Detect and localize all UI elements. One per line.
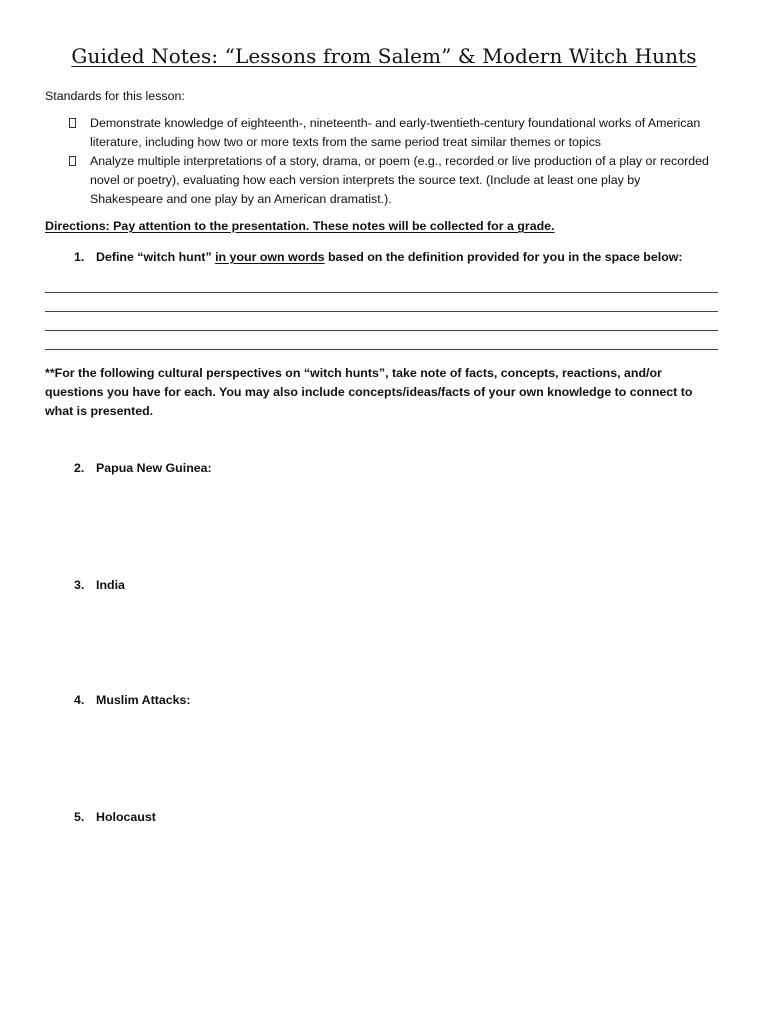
question-2 <box>74 461 212 475</box>
question-emphasis: in your own words <box>215 250 325 264</box>
standards-heading: Standards for this lesson: <box>45 89 185 103</box>
bullet-box-icon <box>69 156 76 166</box>
question-5 <box>74 810 156 824</box>
standard-text: Demonstrate knowledge of eighteenth-, nineteenth- and early-twentieth-century foundational works of American literature, including how two or more texts from the same period treat similar themes or topics <box>90 116 701 149</box>
answer-line[interactable] <box>45 330 718 331</box>
answer-line[interactable] <box>45 349 718 350</box>
question-number: 1. <box>74 250 85 264</box>
answer-line[interactable] <box>45 292 718 293</box>
question-1 <box>74 250 683 264</box>
answer-line[interactable] <box>45 311 718 312</box>
bullet-box-icon <box>69 118 76 128</box>
question-label: Papua New Guinea: <box>96 461 212 475</box>
question-label: Muslim Attacks: <box>96 693 191 707</box>
question-number: 5. <box>74 810 85 824</box>
standard-text: Analyze multiple interpretations of a story, drama, or poem (e.g., recorded or live production of a play or recorded novel or poetry), evaluating how each version interprets the source text. (Include at least one play by Shakespeare and one play by an American dramatist.). <box>90 154 709 206</box>
question-label: Holocaust <box>96 810 156 824</box>
directions: Directions: Pay attention to the presentation. These notes will be collected for a grade. <box>45 219 555 233</box>
question-number: 4. <box>74 693 85 707</box>
question-number: 3. <box>74 578 85 592</box>
question-text-before: Define “witch hunt” <box>96 250 216 264</box>
instructions-note: **For the following cultural perspectives on “witch hunts”, take note of facts, concepts, reactions, and/or questions you have for each. You may also include concepts/ideas/facts of your own knowledge to connect to what is presented. <box>45 366 693 418</box>
page-title: Guided Notes: “Lessons from Salem” & Modern Witch Hunts <box>71 44 697 68</box>
question-number: 2. <box>74 461 85 475</box>
question-text-after: based on the definition provided for you in the space below: <box>324 250 683 264</box>
question-label: India <box>96 578 125 592</box>
question-4 <box>74 693 191 707</box>
question-3 <box>74 578 125 592</box>
